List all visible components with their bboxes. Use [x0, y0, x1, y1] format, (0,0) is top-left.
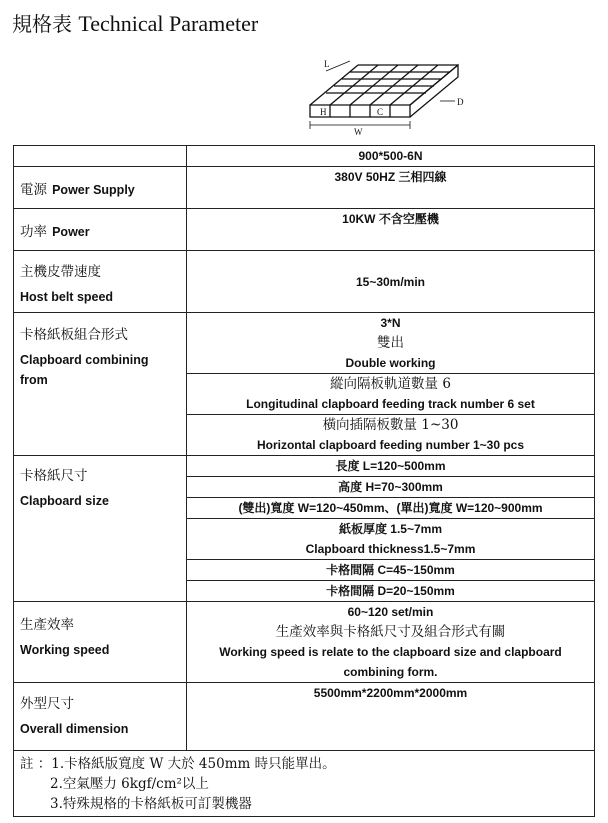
combining-value: 縱向隔板軌道數量 6	[330, 376, 451, 392]
size-value: Clapboard thickness1.5~7mm	[187, 539, 594, 560]
combining-row	[14, 313, 595, 456]
speed-value: 生產效率與卡格紙尺寸及組合形式有關	[275, 624, 506, 640]
belt-row	[14, 251, 595, 313]
note-item: 註 ：1.卡格紙版寬度 W 大於 450mm 時只能單出。	[20, 756, 336, 772]
size-value: (雙出)寬度 W=120~450mm、(單出)寬度 W=120~900mm	[187, 498, 594, 519]
combining-value: Double working	[187, 353, 594, 374]
size-value: 卡格間隔 C=45~150mm	[187, 560, 594, 581]
size-label: 卡格紙尺寸 Clapboard size	[20, 468, 109, 508]
size-value: 長度 L=120~500mm	[187, 456, 594, 477]
speed-value: 60~120 set/min	[347, 605, 434, 619]
page-title	[12, 8, 258, 37]
spec-table	[13, 145, 595, 817]
model-row	[14, 146, 595, 167]
combining-label: 卡格紙板組合形式 Clapboard combining from	[20, 327, 149, 387]
combining-value: 橫向插隔板數量 1~30	[322, 417, 459, 433]
speed-label: 生產效率 Working speed	[20, 617, 110, 657]
power-supply-row	[14, 167, 595, 209]
label-d: D	[457, 97, 464, 107]
power-row	[14, 209, 595, 251]
clapboard-grid-diagram	[290, 55, 480, 137]
note-item: 2.空氣壓力 6kgf/cm²以上	[50, 776, 209, 792]
model-value: 900*500-6N	[358, 149, 423, 163]
label-w: W	[354, 127, 363, 137]
dimension-label: 外型尺寸 Overall dimension	[20, 696, 129, 736]
title-zh: 規格表	[12, 12, 72, 36]
dimension-value: 5500mm*2200mm*2000mm	[313, 686, 468, 700]
belt-label: 主機皮帶速度 Host belt speed	[20, 264, 114, 304]
note-item: 3.特殊規格的卡格紙板可訂製機器	[50, 796, 252, 812]
belt-value: 15~30m/min	[355, 274, 426, 289]
label-c: C	[377, 107, 384, 117]
size-value: 紙板厚度 1.5~7mm	[338, 522, 443, 536]
speed-row	[14, 602, 595, 683]
combining-value: Longitudinal clapboard feeding track number 6 set	[187, 394, 594, 415]
speed-value: Working speed is relate to the clapboard size and clapboard	[219, 645, 562, 659]
size-row	[14, 456, 595, 602]
size-value: 卡格間隔 D=20~150mm	[326, 584, 455, 598]
combining-value: Horizontal clapboard feeding number 1~30 pcs	[256, 438, 525, 452]
label-l: L	[324, 59, 330, 69]
notes-row	[14, 751, 595, 817]
title-en: Technical Parameter	[78, 11, 259, 36]
power-supply-value: 380V 50HZ 三相四線	[334, 170, 447, 184]
label-h: H	[320, 107, 327, 117]
power-label: 功率 Power	[20, 224, 90, 240]
grid-lines	[310, 61, 458, 129]
speed-value: combining form.	[343, 665, 438, 679]
size-value: 高度 H=70~300mm	[187, 477, 594, 498]
dimension-row	[14, 683, 595, 751]
combining-value: 雙出	[377, 335, 404, 351]
power-supply-label: 電源 Power Supply	[20, 182, 135, 198]
combining-value: 3*N	[380, 316, 401, 330]
power-value: 10KW 不含空壓機	[342, 212, 439, 226]
